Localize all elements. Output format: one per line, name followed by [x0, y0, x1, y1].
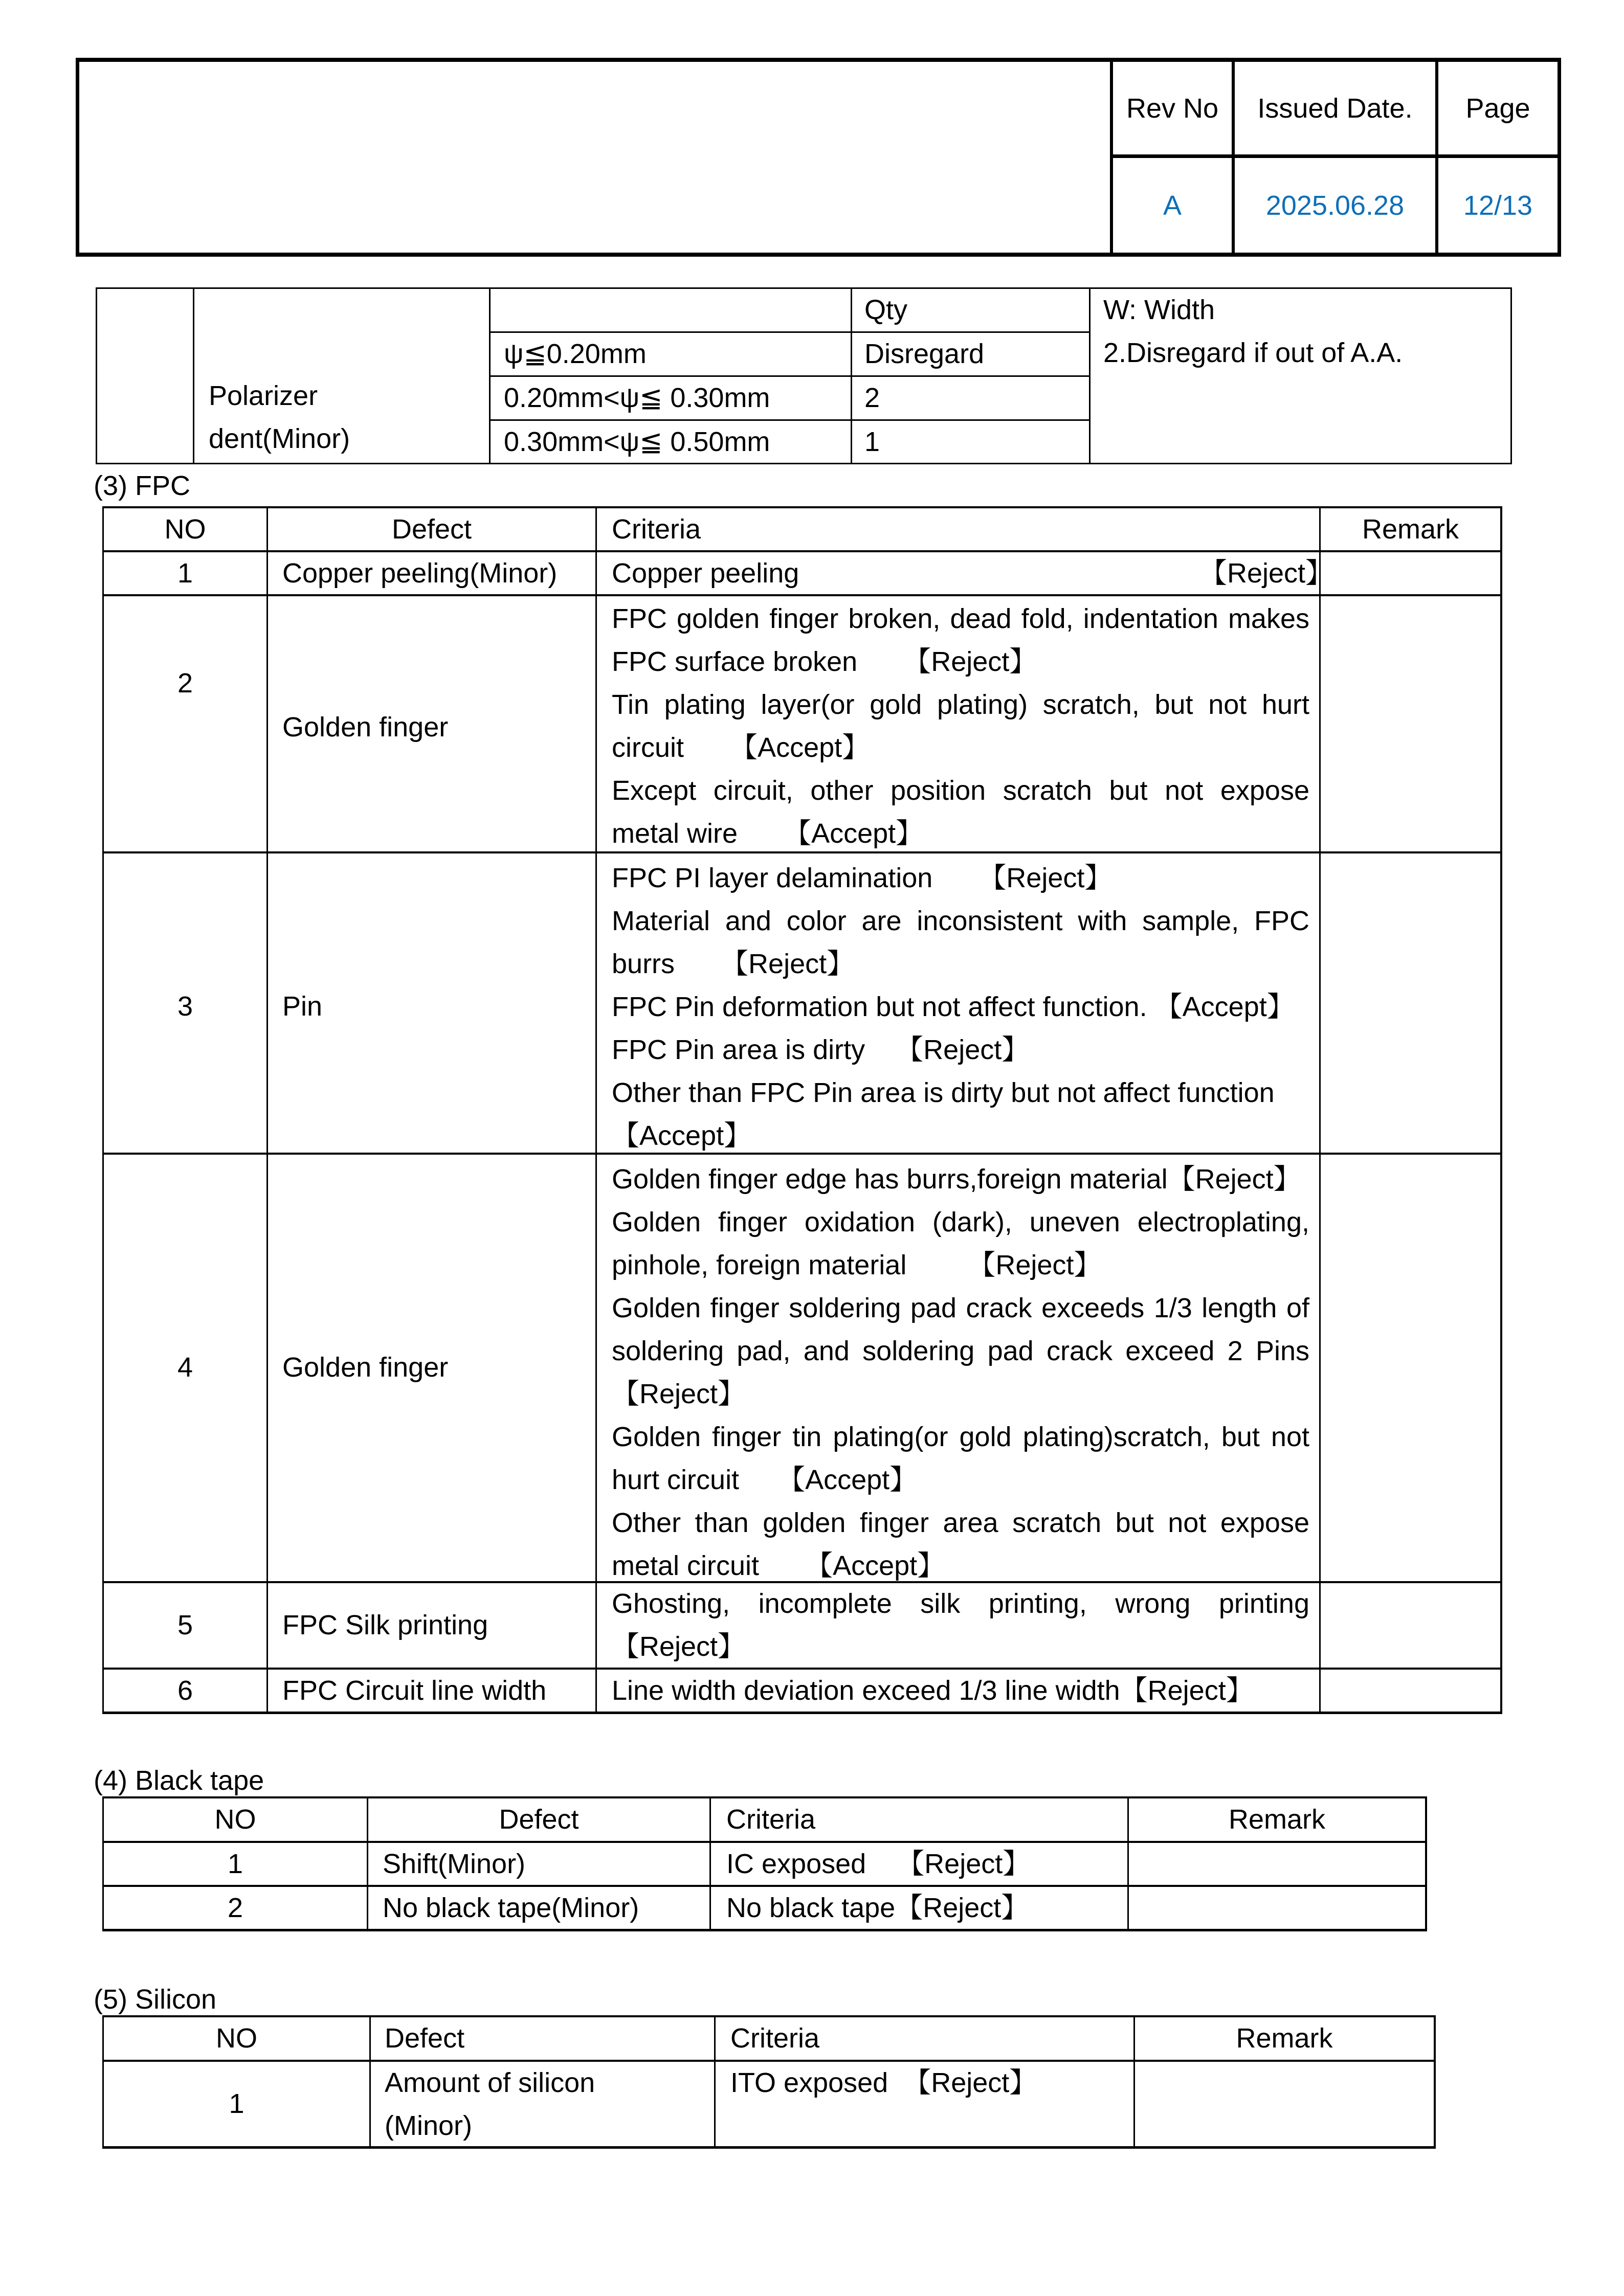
- header-border-bottom: [76, 253, 1561, 257]
- verdict-reject: 【Reject】: [968, 1250, 1102, 1280]
- criteria-text: No black tape: [726, 1893, 896, 1923]
- verdict-accept: 【Accept】: [805, 1550, 945, 1581]
- column-header-no: NO: [216, 2023, 257, 2054]
- table-divider: [714, 2015, 716, 2149]
- rev-no-value: A: [1163, 190, 1182, 221]
- row-number: 3: [177, 991, 193, 1022]
- row-number: 6: [177, 1675, 193, 1706]
- table-divider: [1319, 506, 1321, 1714]
- verdict-reject: 【Reject】: [897, 1849, 1031, 1879]
- verdict-reject: 【Reject】: [1199, 558, 1333, 589]
- verdict-reject: 【Reject】: [1120, 1675, 1254, 1706]
- column-header-no: NO: [214, 1804, 256, 1835]
- qty-value: Disregard: [864, 339, 985, 369]
- verdict-reject: 【Reject】: [903, 646, 1037, 677]
- criteria-text: Golden finger oxidation (dark), uneven electroplating, pinhole, foreign material: [612, 1207, 1309, 1280]
- column-header-defect: Defect: [385, 2023, 465, 2054]
- table-divider: [266, 506, 268, 1714]
- criteria-text: Copper peeling: [612, 558, 799, 589]
- criteria-text: Material and color are inconsistent with sample, FPC burrs: [612, 906, 1309, 979]
- size-range: ψ≦0.20mm: [504, 339, 647, 369]
- criteria-text: Golden finger tin plating(or gold plating)scratch, but not hurt circuit: [612, 1422, 1309, 1495]
- row-number: 2: [227, 1893, 243, 1923]
- criteria-text: IC exposed: [726, 1849, 866, 1879]
- verdict-reject: 【Reject】: [612, 1379, 746, 1409]
- table-divider: [709, 1796, 711, 1931]
- polarizer-defect-name: Polarizer: [209, 380, 318, 411]
- criteria-item: [598, 1582, 1309, 1668]
- criteria-item: [598, 899, 1309, 985]
- size-range: 0.20mm<ψ≦ 0.30mm: [504, 382, 770, 413]
- qty-header: Qty: [864, 295, 908, 325]
- rev-no-label: Rev No: [1126, 93, 1219, 124]
- criteria-text: Other than golden finger area scratch but not expose metal circuit: [612, 1507, 1309, 1581]
- polarizer-note: W: Width: [1103, 295, 1215, 325]
- criteria-item: [726, 1842, 1030, 1885]
- table-border: [1510, 287, 1512, 464]
- header-border-top: [76, 58, 1561, 62]
- row-number: 2: [177, 668, 193, 699]
- criteria-text: Golden finger soldering pad crack exceeds 1/3 length of soldering pad, and soldering pad crack exceed 2 Pins: [612, 1293, 1309, 1366]
- row-number: 1: [229, 2088, 244, 2119]
- table-border: [96, 463, 1511, 464]
- row-number: 4: [177, 1352, 193, 1383]
- criteria-text: FPC Pin area is dirty: [612, 1034, 865, 1065]
- defect-name: Shift(Minor): [383, 1849, 526, 1879]
- table-divider: [193, 287, 194, 464]
- criteria-item: [598, 1501, 1309, 1587]
- defect-name: (Minor): [385, 2110, 472, 2141]
- table-divider: [369, 2015, 371, 2149]
- column-header-remark: Remark: [1236, 2023, 1333, 2054]
- verdict-reject: 【Reject】: [895, 1893, 1029, 1923]
- criteria-text: Line width deviation exceed 1/3 line width: [612, 1675, 1120, 1706]
- verdict-reject: 【Reject】: [896, 1034, 1030, 1065]
- size-range: 0.30mm<ψ≦ 0.50mm: [504, 426, 770, 457]
- criteria-item: [598, 597, 1309, 683]
- polarizer-defect-name: dent(Minor): [209, 423, 350, 454]
- header-border-left: [76, 58, 79, 257]
- criteria-text: Other than FPC Pin area is dirty but not affect function: [612, 1077, 1275, 1108]
- verdict-accept: 【Accept】: [730, 732, 870, 763]
- table-border: [1434, 2015, 1436, 2149]
- column-header-defect: Defect: [499, 1804, 579, 1835]
- criteria-text: Tin plating layer(or gold plating) scratch, but not hurt circuit: [612, 689, 1309, 763]
- column-header-criteria: Criteria: [726, 1804, 816, 1835]
- criteria-item: [598, 1028, 1309, 1071]
- criteria-text: FPC PI layer delamination: [612, 863, 933, 893]
- defect-name: No black tape(Minor): [383, 1893, 639, 1923]
- qty-value: 1: [864, 426, 880, 457]
- defect-name: Pin: [282, 991, 323, 1022]
- verdict-accept: 【Accept】: [777, 1465, 918, 1495]
- criteria-text: Ghosting, incomplete silk printing, wrong printing: [612, 1588, 1309, 1619]
- section-title-silicon: (5) Silicon: [94, 1984, 217, 2015]
- criteria-item: [598, 1669, 1320, 1712]
- verdict-accept: 【Accept】: [1154, 992, 1295, 1022]
- verdict-reject: 【Reject】: [978, 863, 1113, 893]
- column-header-defect: Defect: [391, 514, 472, 545]
- issued-date-label: Issued Date.: [1257, 93, 1413, 124]
- polarizer-note: 2.Disregard if out of A.A.: [1103, 337, 1403, 368]
- verdict-accept: 【Accept】: [612, 1120, 752, 1151]
- column-header-criteria: Criteria: [730, 2023, 820, 2054]
- defect-name: Golden finger: [282, 712, 449, 742]
- defect-name: FPC Silk printing: [282, 1610, 488, 1640]
- criteria-text: FPC Pin deformation but not affect function.: [612, 992, 1147, 1022]
- column-header-criteria: Criteria: [612, 514, 701, 545]
- qty-value: 2: [864, 382, 880, 413]
- criteria-text: ITO exposed: [730, 2067, 888, 2098]
- verdict-reject: 【Reject】: [721, 949, 855, 979]
- verdict-reject: 【Reject】: [1167, 1164, 1301, 1195]
- page-label: Page: [1465, 93, 1530, 124]
- column-header-remark: Remark: [1228, 1804, 1326, 1835]
- criteria-item: [598, 683, 1309, 769]
- table-border: [102, 2146, 1436, 2149]
- row-number: 1: [177, 558, 193, 589]
- criteria-item: [598, 1415, 1309, 1501]
- table-border: [96, 287, 1511, 289]
- verdict-reject: 【Reject】: [903, 2067, 1037, 2098]
- criteria-text: Golden finger edge has burrs,foreign material: [612, 1164, 1168, 1195]
- header-row-divider: [1110, 154, 1561, 158]
- criteria-text: Except circuit, other position scratch but not expose metal wire: [612, 775, 1309, 849]
- table-border: [1425, 1796, 1427, 1931]
- section-title-fpc: (3) FPC: [94, 470, 190, 501]
- criteria-item: [598, 1071, 1309, 1157]
- table-divider: [595, 506, 597, 1714]
- criteria-item: [598, 769, 1309, 855]
- defect-name: Golden finger: [282, 1352, 449, 1383]
- column-header-no: NO: [164, 514, 206, 545]
- defect-name: Amount of silicon: [385, 2067, 595, 2098]
- verdict-accept: 【Accept】: [784, 818, 924, 849]
- row-number: 1: [227, 1849, 243, 1879]
- criteria-item: [730, 2061, 1037, 2104]
- criteria-item: [598, 1201, 1309, 1287]
- issued-date-value: 2025.06.28: [1265, 190, 1405, 221]
- column-header-remark: Remark: [1362, 514, 1459, 545]
- defect-name: FPC Circuit line width: [282, 1675, 547, 1706]
- table-border: [96, 287, 97, 464]
- criteria-item: [598, 1287, 1309, 1415]
- criteria-item: [726, 1886, 1029, 1929]
- defect-name: Copper peeling(Minor): [282, 558, 558, 589]
- row-number: 5: [177, 1610, 193, 1640]
- section-title-black-tape: (4) Black tape: [94, 1765, 264, 1796]
- criteria-text: FPC golden finger broken, dead fold, indentation makes FPC surface broken: [612, 603, 1309, 677]
- page-value: 12/13: [1463, 190, 1533, 221]
- criteria-item: [598, 985, 1320, 1028]
- criteria-item: [598, 857, 1309, 899]
- table-border: [1500, 506, 1502, 1714]
- verdict-reject: 【Reject】: [612, 1631, 746, 1662]
- criteria-item: [598, 1158, 1320, 1201]
